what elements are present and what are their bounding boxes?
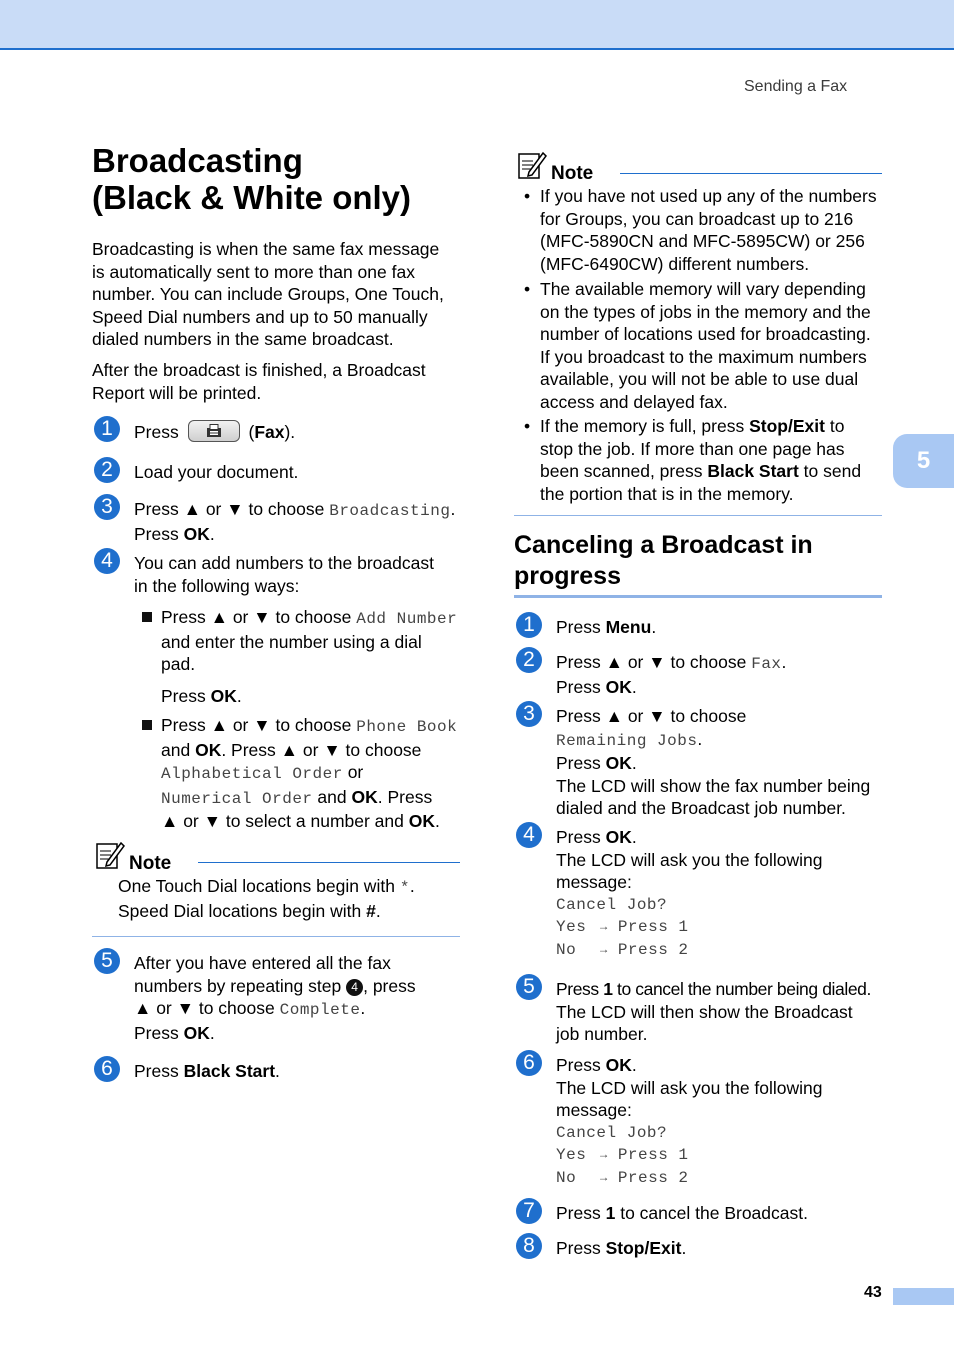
step-number: 1 <box>516 612 542 638</box>
step-number: 2 <box>94 457 120 483</box>
step-2: Load your document. <box>134 462 299 482</box>
running-header: Sending a Fax <box>744 78 848 95</box>
cancel-step-6: Press OK. The LCD will ask you the following message: Cancel Job? Yes → Press 1 No → Press 2 <box>556 1054 823 1189</box>
step-6: Press Black Start. <box>134 1061 280 1081</box>
step-number: 1 <box>94 416 120 442</box>
up-arrow-icon: ▲ <box>605 706 623 726</box>
section-rule <box>514 595 882 598</box>
step-number: 8 <box>516 1233 542 1259</box>
down-arrow-icon: ▼ <box>176 998 194 1018</box>
cancel-step-7: Press 1 to cancel the Broadcast. <box>556 1203 808 1223</box>
step-4: You can add numbers to the broadcast in the following ways: <box>134 553 434 596</box>
up-arrow-icon: ▲ <box>210 607 228 627</box>
step-number: 3 <box>94 494 120 520</box>
note-text: One Touch Dial locations begin with *. Speed Dial locations begin with #. <box>118 876 415 921</box>
right-arrow-icon: → <box>600 1170 608 1185</box>
step-number: 7 <box>516 1198 542 1224</box>
note-rule <box>198 862 460 863</box>
section-heading: Canceling a Broadcast in progress <box>514 531 813 590</box>
note-pencil-icon <box>517 150 547 185</box>
page-number: 43 <box>864 1284 882 1301</box>
step-number: 3 <box>516 701 542 727</box>
step-number: 2 <box>516 647 542 673</box>
note-bottom-rule <box>514 515 882 516</box>
lcd-message: Cancel Job? Yes → Press 1 No → Press 2 <box>556 895 689 959</box>
step-1: Press (Fax). <box>134 422 296 442</box>
note-bullet-2: • The available memory will vary depending on the types of jobs in the memory and the number of locations used for broadcasting. If you broadcast to the maximum numbers available, you will not be able to use dual access and delayed fax. <box>524 279 871 412</box>
sub-bullet-phone-book: Press ▲ or ▼ to choose Phone Book and OK. Press ▲ or ▼ to choose Alphabetical Order or Numerical Order and OK. Press ▲ or ▼ to select a number and OK. <box>142 714 457 833</box>
note-bullet-1: • If you have not used up any of the numbers for Groups, you can broadcast up to 216 (MFC-5890CN and MFC-5895CW) or 256 (MFC-6490CW) different numbers. <box>524 186 877 274</box>
down-arrow-icon: ▼ <box>648 652 666 672</box>
down-arrow-icon: ▼ <box>203 811 221 831</box>
sub-bullet-add-number: Press ▲ or ▼ to choose Add Number and enter the number using a dial pad. Press OK. <box>142 606 457 707</box>
step-number: 4 <box>516 822 542 848</box>
after-paragraph: After the broadcast is finished, a Broadcast Report will be printed. <box>92 360 426 403</box>
up-arrow-icon: ▲ <box>134 998 152 1018</box>
cancel-step-1: Press Menu. <box>556 617 657 637</box>
down-arrow-icon: ▼ <box>253 607 271 627</box>
cancel-step-5: Press 1 to cancel the number being dialed. The LCD will then show the Broadcast job number. <box>556 979 871 1044</box>
step-3: Press ▲ or ▼ to choose Broadcasting. Press OK. <box>134 499 456 544</box>
step-reference-badge: 4 <box>346 979 363 996</box>
lcd-message: Cancel Job? Yes → Press 1 No → Press 2 <box>556 1123 689 1187</box>
right-arrow-icon: → <box>600 920 608 934</box>
up-arrow-icon: ▲ <box>210 715 228 735</box>
step-number: 5 <box>516 974 542 1000</box>
step-number: 4 <box>94 548 120 574</box>
cancel-step-4: Press OK. The LCD will ask you the following message: Cancel Job? Yes → Press 1 No → Press 2 <box>556 826 823 961</box>
note-pencil-icon <box>95 840 125 875</box>
up-arrow-icon: ▲ <box>161 811 179 831</box>
down-arrow-icon: ▼ <box>226 499 244 519</box>
page-title: Broadcasting (Black & White only) <box>92 142 412 216</box>
note-header: Note <box>95 840 171 875</box>
down-arrow-icon: ▼ <box>253 715 271 735</box>
up-arrow-icon: ▲ <box>183 499 201 519</box>
cancel-step-8: Press Stop/Exit. <box>556 1238 687 1258</box>
fax-key-icon <box>188 420 240 442</box>
note-header: Note <box>517 150 593 185</box>
note-rule <box>620 173 882 174</box>
chapter-tab: 5 <box>893 434 954 488</box>
step-5: After you have entered all the fax numbers by repeating step 4 , press ▲ or ▼ to choose Complete. Press OK. <box>134 953 416 1043</box>
cancel-step-2: Press ▲ or ▼ to choose Fax. Press OK. <box>556 652 787 697</box>
up-arrow-icon: ▲ <box>605 652 623 672</box>
step-number: 6 <box>516 1050 542 1076</box>
up-arrow-icon: ▲ <box>280 739 298 760</box>
down-arrow-icon: ▼ <box>323 739 341 760</box>
right-arrow-icon: → <box>600 942 608 957</box>
cancel-step-3: Press ▲ or ▼ to choose Remaining Jobs. Press OK. The LCD will show the fax number being dialed and the Broadcast job number. <box>556 706 871 818</box>
step-number: 6 <box>94 1056 120 1082</box>
note-bottom-rule <box>92 936 460 937</box>
top-color-band <box>0 0 954 50</box>
intro-paragraph: Broadcasting is when the same fax message is automatically sent to more than one fax number. You can include Groups, One Touch, Speed Dial numbers and up to 50 manually dialed numbers in the same broadcast. <box>92 239 444 349</box>
right-arrow-icon: → <box>600 1148 608 1162</box>
step-number: 5 <box>94 948 120 974</box>
down-arrow-icon: ▼ <box>648 706 666 726</box>
note-bullet-3: • If the memory is full, press Stop/Exit to stop the job. If more than one page has been scanned, press Black Start to send the portion that is in the memory. <box>524 416 862 504</box>
page-number-bar <box>893 1288 954 1305</box>
